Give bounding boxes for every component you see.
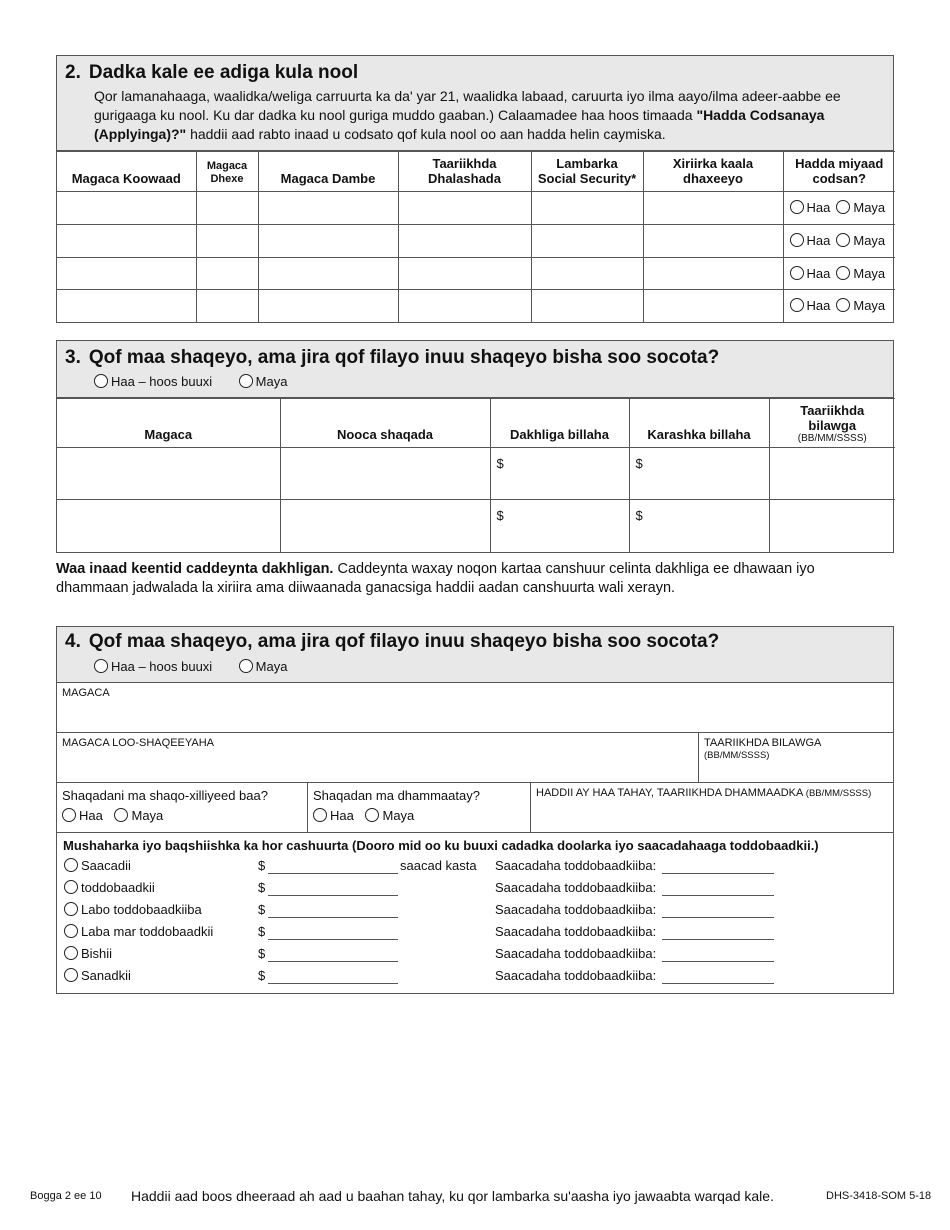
table-row xyxy=(57,192,895,225)
amount-input[interactable] xyxy=(268,961,398,962)
household-table xyxy=(57,151,895,322)
table-row xyxy=(57,448,895,500)
seasonal-question-text: Shaqadani ma shaqo-xilliyeed baa? xyxy=(62,788,268,803)
pay-option[interactable] xyxy=(64,858,131,873)
dollar-sign: $ xyxy=(258,946,266,961)
section-title-text: Qof maa shaqeyo, ama jira qof filayo inuu shaqeyo bisha soo socota? xyxy=(88,347,720,368)
no-option[interactable] xyxy=(239,659,288,674)
col-first-name: Magaca Dambe xyxy=(258,152,398,192)
date-format: (BB/MM/SSSS) xyxy=(704,750,770,761)
dollar-sign: $ xyxy=(258,880,266,895)
no-option[interactable] xyxy=(836,233,885,248)
col-dob xyxy=(398,152,531,192)
pay-option[interactable] xyxy=(64,924,213,939)
form-id: DHS-3418-SOM 5-18 xyxy=(826,1190,932,1202)
col-apply-a: Hadda miyaad xyxy=(795,156,884,171)
option-label: Haa xyxy=(806,265,831,281)
input-cell[interactable] xyxy=(629,500,769,552)
input-cell[interactable] xyxy=(196,192,258,225)
date-format: (BB/MM/SSSS) xyxy=(797,433,867,444)
input-cell[interactable] xyxy=(531,192,643,225)
option-label: Haa xyxy=(806,297,831,313)
input-cell[interactable] xyxy=(196,290,258,322)
radio-circle-icon[interactable] xyxy=(836,298,850,312)
input-cell[interactable] xyxy=(57,290,196,322)
radio-circle-icon[interactable] xyxy=(790,200,804,214)
option-label: Haa xyxy=(79,808,103,823)
pay-row-monthly xyxy=(57,943,893,965)
input-cell[interactable] xyxy=(57,258,196,290)
hours-input[interactable] xyxy=(662,873,774,874)
applying-options xyxy=(783,225,895,258)
input-cell[interactable] xyxy=(398,258,531,290)
per-hour-label: saacad kasta xyxy=(400,858,477,873)
hours-input[interactable] xyxy=(662,983,774,984)
income-proof-note xyxy=(56,560,856,598)
employer-field[interactable] xyxy=(57,733,699,782)
radio-circle-icon[interactable] xyxy=(239,374,253,388)
hours-label: Saacadaha toddobaadkiiba: xyxy=(495,924,657,939)
dollar-sign: $ xyxy=(635,456,643,471)
col-ssn xyxy=(531,152,643,192)
radio-circle-icon[interactable] xyxy=(94,374,108,388)
employment-table xyxy=(57,398,895,552)
amount-input[interactable] xyxy=(268,939,398,940)
yes-option[interactable] xyxy=(62,808,103,823)
dollar-sign: $ xyxy=(496,508,504,523)
input-cell[interactable] xyxy=(280,500,490,552)
input-cell[interactable] xyxy=(531,290,643,322)
table-row xyxy=(57,258,895,290)
pay-heading: Mushaharka iyo baqshiishka ka hor cashuurta (Dooro mid oo ku buuxi cadadka doolarka iyo saacadahaaga toddobaadkii.) xyxy=(57,832,893,855)
input-cell[interactable] xyxy=(398,225,531,258)
radio-circle-icon[interactable] xyxy=(64,902,78,916)
date-format: (BB/MM/SSSS) xyxy=(805,788,872,799)
pay-option-label: Bishii xyxy=(81,946,113,961)
section-3-options xyxy=(65,373,885,391)
ended-question-text: Shaqadan ma dhammaatay? xyxy=(313,788,480,803)
employer-label: MAGACA LOO-SHAQEEYAHA xyxy=(62,737,215,749)
no-option[interactable] xyxy=(836,200,885,215)
input-cell[interactable] xyxy=(398,290,531,322)
section-3 xyxy=(56,340,894,553)
amount-input[interactable] xyxy=(268,917,398,918)
section-2-description xyxy=(65,87,885,144)
pay-option-label: toddobaadkii xyxy=(81,880,155,895)
section-4-header xyxy=(57,627,893,682)
hours-label: Saacadaha toddobaadkiiba: xyxy=(495,858,657,873)
no-option[interactable] xyxy=(836,298,885,313)
radio-circle-icon[interactable] xyxy=(64,968,78,982)
col-ssn-a: Lambarka xyxy=(556,156,618,171)
input-cell[interactable] xyxy=(629,448,769,500)
option-label: Maya xyxy=(255,659,288,674)
radio-circle-icon[interactable] xyxy=(365,808,379,822)
input-cell[interactable] xyxy=(57,225,196,258)
section-2-header xyxy=(57,56,893,151)
section-number: 3. xyxy=(65,347,81,368)
table-row xyxy=(57,500,895,552)
col-start-b: bilawga xyxy=(808,418,857,433)
col-ssn-b: Social Security* xyxy=(537,171,637,186)
pay-row-twice-weekly xyxy=(57,921,893,943)
input-cell[interactable] xyxy=(490,500,629,552)
pay-row-yearly xyxy=(57,965,893,987)
yes-option[interactable] xyxy=(790,266,831,281)
section-3-header xyxy=(57,341,893,398)
dollar-sign: $ xyxy=(496,456,504,471)
input-cell[interactable] xyxy=(258,192,398,225)
option-label: Maya xyxy=(853,265,886,281)
input-cell[interactable] xyxy=(769,500,895,552)
option-label: Maya xyxy=(853,200,886,215)
yes-option[interactable] xyxy=(790,200,831,215)
desc-bold: "Hadda Codsanaya (Applyinga)?" xyxy=(94,107,825,142)
hours-label: Saacadaha toddobaadkiiba: xyxy=(495,946,657,961)
pay-option[interactable] xyxy=(64,968,131,983)
col-rel-a: Xiriirka kaala xyxy=(672,156,754,171)
start-date-label: TAARIIKHDA BILAWGA xyxy=(704,737,821,749)
col-name: Magaca xyxy=(57,399,280,448)
pay-option[interactable] xyxy=(64,902,202,917)
col-rel-b: dhaxeeyo xyxy=(683,171,743,186)
amount-input[interactable] xyxy=(268,873,398,874)
radio-circle-icon[interactable] xyxy=(239,659,253,673)
radio-circle-icon[interactable] xyxy=(790,233,804,247)
col-start-date xyxy=(769,399,895,448)
no-option[interactable] xyxy=(114,808,163,823)
radio-circle-icon[interactable] xyxy=(313,808,327,822)
option-label: Haa – hoos buuxi xyxy=(111,374,213,389)
option-label: Haa – hoos buuxi xyxy=(111,659,213,674)
no-option[interactable] xyxy=(836,266,885,281)
pay-option[interactable] xyxy=(64,946,112,961)
option-label: Haa xyxy=(330,808,354,823)
col-last-name: Magaca Koowaad xyxy=(57,152,196,192)
amount-input[interactable] xyxy=(268,983,398,984)
yes-fill-option[interactable] xyxy=(94,374,212,389)
radio-circle-icon[interactable] xyxy=(790,266,804,280)
hours-label: Saacadaha toddobaadkiiba: xyxy=(495,880,657,895)
input-cell[interactable] xyxy=(196,258,258,290)
ended-question xyxy=(308,783,531,832)
input-cell[interactable] xyxy=(57,500,280,552)
col-apply-b: codsan? xyxy=(812,171,866,186)
section-number: 2. xyxy=(65,62,81,83)
start-date-field[interactable] xyxy=(699,733,893,782)
radio-circle-icon[interactable] xyxy=(64,880,78,894)
applying-options xyxy=(783,258,895,290)
input-cell[interactable] xyxy=(643,225,783,258)
input-cell[interactable] xyxy=(769,448,895,500)
section-number: 4. xyxy=(65,631,81,652)
option-label: Maya xyxy=(853,233,886,248)
dollar-sign: $ xyxy=(258,858,266,873)
radio-circle-icon[interactable] xyxy=(62,808,76,822)
pay-option[interactable] xyxy=(64,880,155,895)
input-cell[interactable] xyxy=(531,258,643,290)
input-cell[interactable] xyxy=(643,290,783,322)
input-cell[interactable] xyxy=(643,258,783,290)
input-cell[interactable] xyxy=(643,192,783,225)
hours-label: Saacadaha toddobaadkiiba: xyxy=(495,902,657,917)
hours-input[interactable] xyxy=(662,961,774,962)
employer-row xyxy=(57,732,893,782)
col-applying xyxy=(783,152,895,192)
section-4-options xyxy=(65,658,885,676)
dollar-sign: $ xyxy=(258,968,266,983)
radio-circle-icon[interactable] xyxy=(64,924,78,938)
section-2-title xyxy=(65,62,885,84)
col-middle-b: Dhexe xyxy=(210,173,244,185)
name-field[interactable] xyxy=(57,682,893,732)
section-4 xyxy=(56,626,894,994)
section-2 xyxy=(56,55,894,323)
option-label: Maya xyxy=(255,374,288,389)
option-label: Maya xyxy=(382,808,415,823)
status-row xyxy=(57,782,893,832)
desc-text: Qor lamanahaaga, waalidka/weliga carruurta ka da' yar 21, waalidka labaad, caruurta iyo ilma aayo/ilma adeer-aabbe ee gurigaaga ku nool. Ku dar dadka ku nool guriga muddo gaaban.) Calaamadee haa hoos timaada xyxy=(94,88,841,123)
input-cell[interactable] xyxy=(531,225,643,258)
input-cell[interactable] xyxy=(57,192,196,225)
col-monthly-salary: Karashka billaha xyxy=(629,399,769,448)
hours-input[interactable] xyxy=(662,917,774,918)
pay-option-label: Saacadii xyxy=(81,858,131,873)
col-dob-b: Dhalashada xyxy=(428,171,501,186)
section-title-text: Dadka kale ee adiga kula nool xyxy=(88,62,359,83)
hours-label: Saacadaha toddobaadkiiba: xyxy=(495,968,657,983)
pay-options-list xyxy=(57,855,893,993)
no-option[interactable] xyxy=(365,808,414,823)
dollar-sign: $ xyxy=(635,508,643,523)
hours-input[interactable] xyxy=(662,939,774,940)
note-bold: Waa inaad keentid caddeynta dakhligan. xyxy=(56,561,334,577)
desc-text-2: haddii aad rabto inaad u codsato qof kula nool oo aan hadda helin caymiska. xyxy=(186,126,666,142)
col-relationship xyxy=(643,152,783,192)
pay-option-label: Sanadkii xyxy=(81,968,131,983)
note-text: Caddeynta waxay noqon kartaa canshuur celinta dakhliga ee dhawaan iyo dhammaan jadwalada la xiriira ama diiwaanada ganacsiga haddii aadan canshuurta wali xerayn. xyxy=(56,561,815,596)
hours-input[interactable] xyxy=(662,895,774,896)
dollar-sign: $ xyxy=(258,902,266,917)
option-label: Haa xyxy=(806,200,831,215)
yes-option[interactable] xyxy=(313,808,354,823)
section-3-title xyxy=(65,347,885,369)
section-4-title xyxy=(65,631,885,653)
end-date-label: HADDII AY HAA TAHAY, TAARIIKHDA DHAMMAADKA xyxy=(536,787,803,799)
table-row xyxy=(57,225,895,258)
col-monthly-income: Dakhliga billaha xyxy=(490,399,629,448)
pay-row-biweekly xyxy=(57,899,893,921)
seasonal-question xyxy=(57,783,308,832)
amount-input[interactable] xyxy=(268,895,398,896)
no-option[interactable] xyxy=(239,374,288,389)
yes-fill-option[interactable] xyxy=(94,659,212,674)
section-title-text: Qof maa shaqeyo, ama jira qof filayo inuu shaqeyo bisha soo socota? xyxy=(88,631,720,652)
option-label: Maya xyxy=(131,808,164,823)
name-label: MAGACA xyxy=(62,687,110,699)
dollar-sign: $ xyxy=(258,924,266,939)
end-date-field[interactable] xyxy=(531,783,893,832)
radio-circle-icon[interactable] xyxy=(64,946,78,960)
applying-options xyxy=(783,290,895,322)
radio-circle-icon[interactable] xyxy=(836,233,850,247)
col-dob-a: Taariikhda xyxy=(432,156,497,171)
pay-option-label: Labo toddobaadkiiba xyxy=(81,902,202,917)
radio-circle-icon[interactable] xyxy=(836,200,850,214)
pay-row-hourly xyxy=(57,855,893,877)
page-number: Bogga 2 ee 10 xyxy=(30,1190,102,1202)
radio-circle-icon[interactable] xyxy=(94,659,108,673)
pay-option-label: Laba mar toddobaadkii xyxy=(81,924,214,939)
applying-options xyxy=(783,192,895,225)
footer-note: Haddii aad boos dheeraad ah aad u baahan tahay, ku qor lambarka su'aasha iyo jawaabta warqad kale. xyxy=(131,1188,774,1204)
table-row xyxy=(57,290,895,322)
input-cell[interactable] xyxy=(490,448,629,500)
option-label: Haa xyxy=(806,233,831,248)
input-cell[interactable] xyxy=(258,258,398,290)
radio-circle-icon[interactable] xyxy=(790,298,804,312)
input-cell[interactable] xyxy=(258,290,398,322)
pay-row-weekly xyxy=(57,877,893,899)
col-start-a: Taariikhda xyxy=(800,403,865,418)
input-cell[interactable] xyxy=(196,225,258,258)
input-cell[interactable] xyxy=(57,448,280,500)
input-cell[interactable] xyxy=(398,192,531,225)
yes-option[interactable] xyxy=(790,233,831,248)
col-job-type: Nooca shaqada xyxy=(280,399,490,448)
yes-option[interactable] xyxy=(790,298,831,313)
col-middle-name xyxy=(196,152,258,192)
radio-circle-icon[interactable] xyxy=(64,858,78,872)
col-middle-a: Magaca xyxy=(206,160,248,172)
input-cell[interactable] xyxy=(258,225,398,258)
option-label: Maya xyxy=(853,297,886,313)
radio-circle-icon[interactable] xyxy=(114,808,128,822)
radio-circle-icon[interactable] xyxy=(836,266,850,280)
input-cell[interactable] xyxy=(280,448,490,500)
